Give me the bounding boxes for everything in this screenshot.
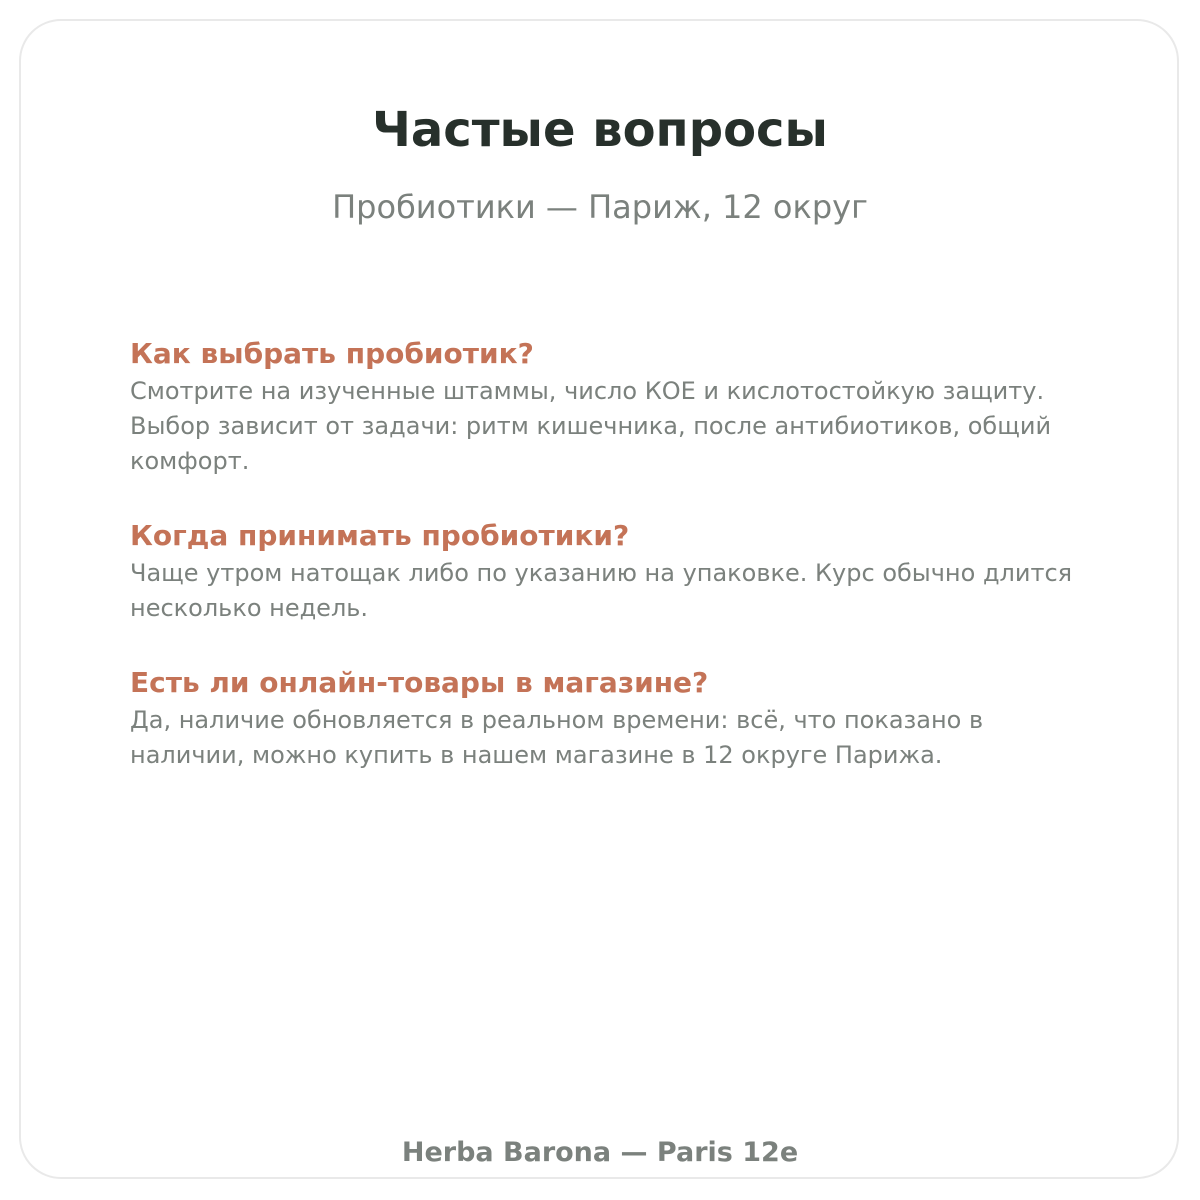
page-subtitle: Пробиотики — Париж, 12 округ (332, 188, 868, 226)
faq-question: Когда принимать пробиотики? (130, 519, 630, 552)
faq-answer: Да, наличие обновляется в реальном времени: всё, что показано в наличии, можно купить в нашем магазине в 12 округе Парижа. (130, 706, 984, 769)
faq-question: Как выбрать пробиотик? (130, 337, 534, 370)
faq-item (130, 517, 1090, 626)
faq-answer: Чаще утром натощак либо по указанию на упаковке. Курс обычно длится несколько недель. (130, 559, 1073, 622)
faq-item (130, 335, 1090, 479)
faq-list (130, 335, 1090, 811)
page-title: Частые вопросы (372, 102, 828, 158)
faq-question: Есть ли онлайн-товары в магазине? (130, 666, 709, 699)
faq-answer: Смотрите на изученные штаммы, число КОЕ и кислотостойкую защиту. Выбор зависит от задачи: ритм кишечника, после антибиотиков, общий комфорт. (130, 377, 1052, 475)
footer-brand: Herba Barona — Paris 12e (401, 1137, 799, 1168)
faq-item (130, 664, 1090, 773)
